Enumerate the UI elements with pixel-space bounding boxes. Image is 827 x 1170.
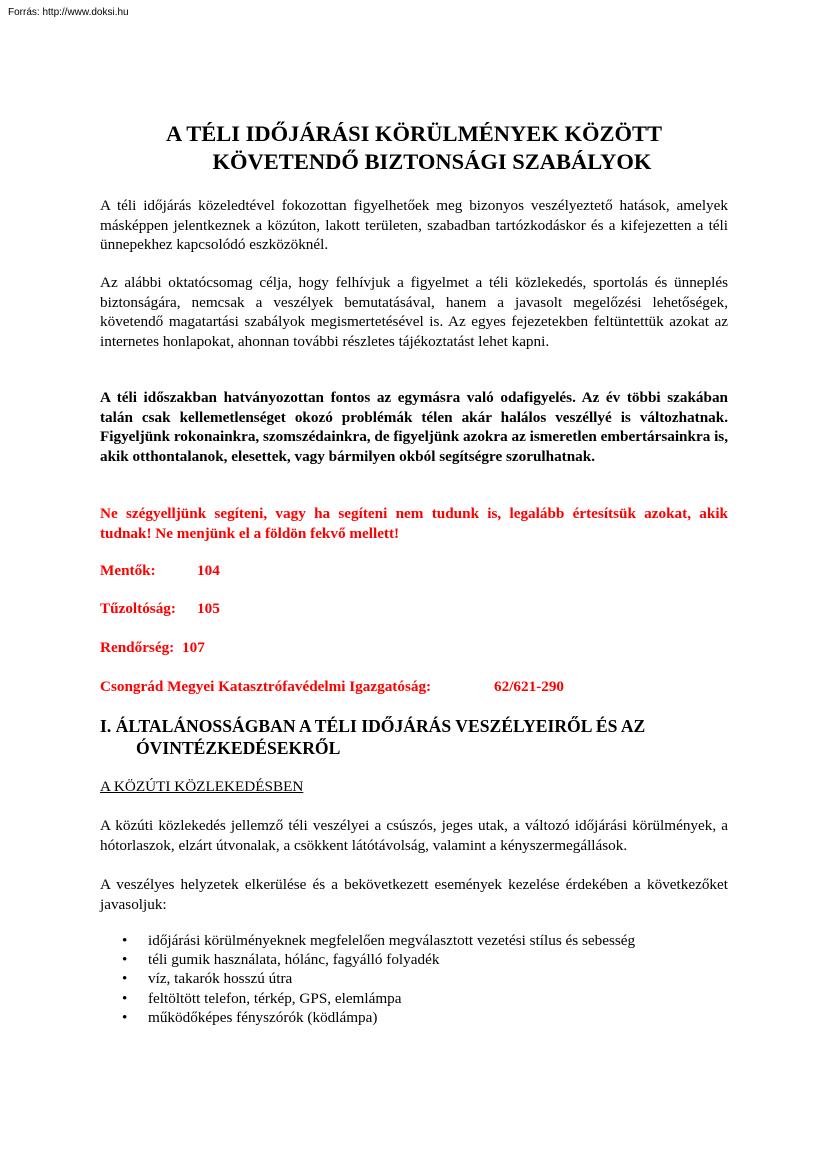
source-note: Forrás: http://www.doksi.hu [8,7,129,18]
advice-list [100,931,635,1027]
contact-label: Mentők: [100,562,156,579]
bullet-icon: • [122,970,128,988]
list-item [100,931,635,950]
contact-number: 107 [182,639,205,656]
list-item-text: időjárási körülményeknek megfelelően megválasztott vezetési stílus és sebesség [148,932,636,949]
contact-fire [100,599,220,619]
section-heading-line-2: ÓVINTÉZKEDÉSEKRŐL [136,738,341,758]
contact-label: Csongrád Megyei Katasztrófavédelmi Igazgatóság: [100,678,432,695]
purpose-paragraph: Az alábbi oktatócsomag célja, hogy felhívjuk a figyelmet a téli közlekedés, sportolás és ünneplés biztonságára, nemcsak a veszélyek bemutatásával, hanem a javasolt megelőzési lehetőségek, követendő magatartási szabályok megismertetésével is. Az egyes fejezetekben feltüntettük azokat az internetes honlapokat, ahonnan további részletes tájékoztatást lehet kapni. [100,274,728,350]
contact-ambulance [100,561,220,581]
subheading-road-traffic: A KÖZÚTI KÖZLEKEDÉSBEN [100,778,304,795]
bullet-icon: • [122,951,128,969]
help-paragraph: Ne szégyelljünk segíteni, vagy ha segíteni nem tudunk is, legalább értesítsük azokat, akik tudnak! Ne menjünk el a földön fekvő mellett! [100,505,728,542]
list-item-text: működőképes fényszórók (ködlámpa) [148,1008,378,1026]
list-item [100,989,635,1008]
bullet-icon: • [122,1008,128,1026]
contact-label: Rendőrség: [100,639,175,656]
contact-number: 105 [197,600,220,617]
title-line-1: A TÉLI IDŐJÁRÁSI KÖRÜLMÉNYEK KÖZÖTT [166,121,662,146]
list-item-text: téli gumik használata, hólánc, fagyálló folyadék [148,951,440,969]
bullet-icon: • [122,932,128,949]
contact-police [100,638,205,658]
page-title [100,120,728,176]
list-item-text: víz, takarók hosszú útra [148,970,293,988]
road-advice-paragraph: A veszélyes helyzetek elkerülése és a bekövetkezett események kezelése érdekében a következőket javasoljuk: [100,876,728,913]
list-item [100,950,635,969]
section-heading [100,715,728,759]
road-hazards-paragraph: A közúti közlekedés jellemző téli veszélyei a csúszós, jeges utak, a változó időjárási körülmények, a hótorlaszok, elzárt útvonalak, a csökkent látótávolság, valamint a kényszermegállások. [100,817,728,854]
contact-label: Tűzoltóság: [100,600,176,617]
contact-disaster-management [100,677,564,697]
list-item-text: feltöltött telefon, térkép, GPS, elemlámpa [148,989,402,1007]
intro-paragraph: A téli időjárás közeledtével fokozottan figyelhetőek meg bizonyos veszélyeztető hatások, amelyek másképpen jelentkeznek a közúton, lakott területen, szabadban tartózkodáskor és a kifejezetten a téli ünnepekhez kapcsolódó eszközöknél. [100,197,728,254]
list-item [100,1008,635,1027]
attention-paragraph: A téli időszakban hatványozottan fontos az egymásra való odafigyelés. Az év többi szakában talán csak kellemetlenséget okozó problémák télen akár halálos veszéllyé is változhatnak. Figyeljünk rokonainkra, szomszédainkra, de figyeljünk azokra az ismeretlen embertársainkra is, akik otthontalanok, elesettek, vagy bármilyen okból segítségre szorulhatnak. [100,389,729,465]
contact-number: 104 [197,562,220,579]
bullet-icon: • [122,989,128,1007]
title-line-2: KÖVETENDŐ BIZTONSÁGI SZABÁLYOK [212,149,652,174]
section-heading-line-1: I. ÁLTALÁNOSSÁGBAN A TÉLI IDŐJÁRÁS VESZÉLYEIRŐL ÉS AZ [100,716,646,736]
contact-number: 62/621-290 [494,678,565,695]
list-item [100,969,635,988]
